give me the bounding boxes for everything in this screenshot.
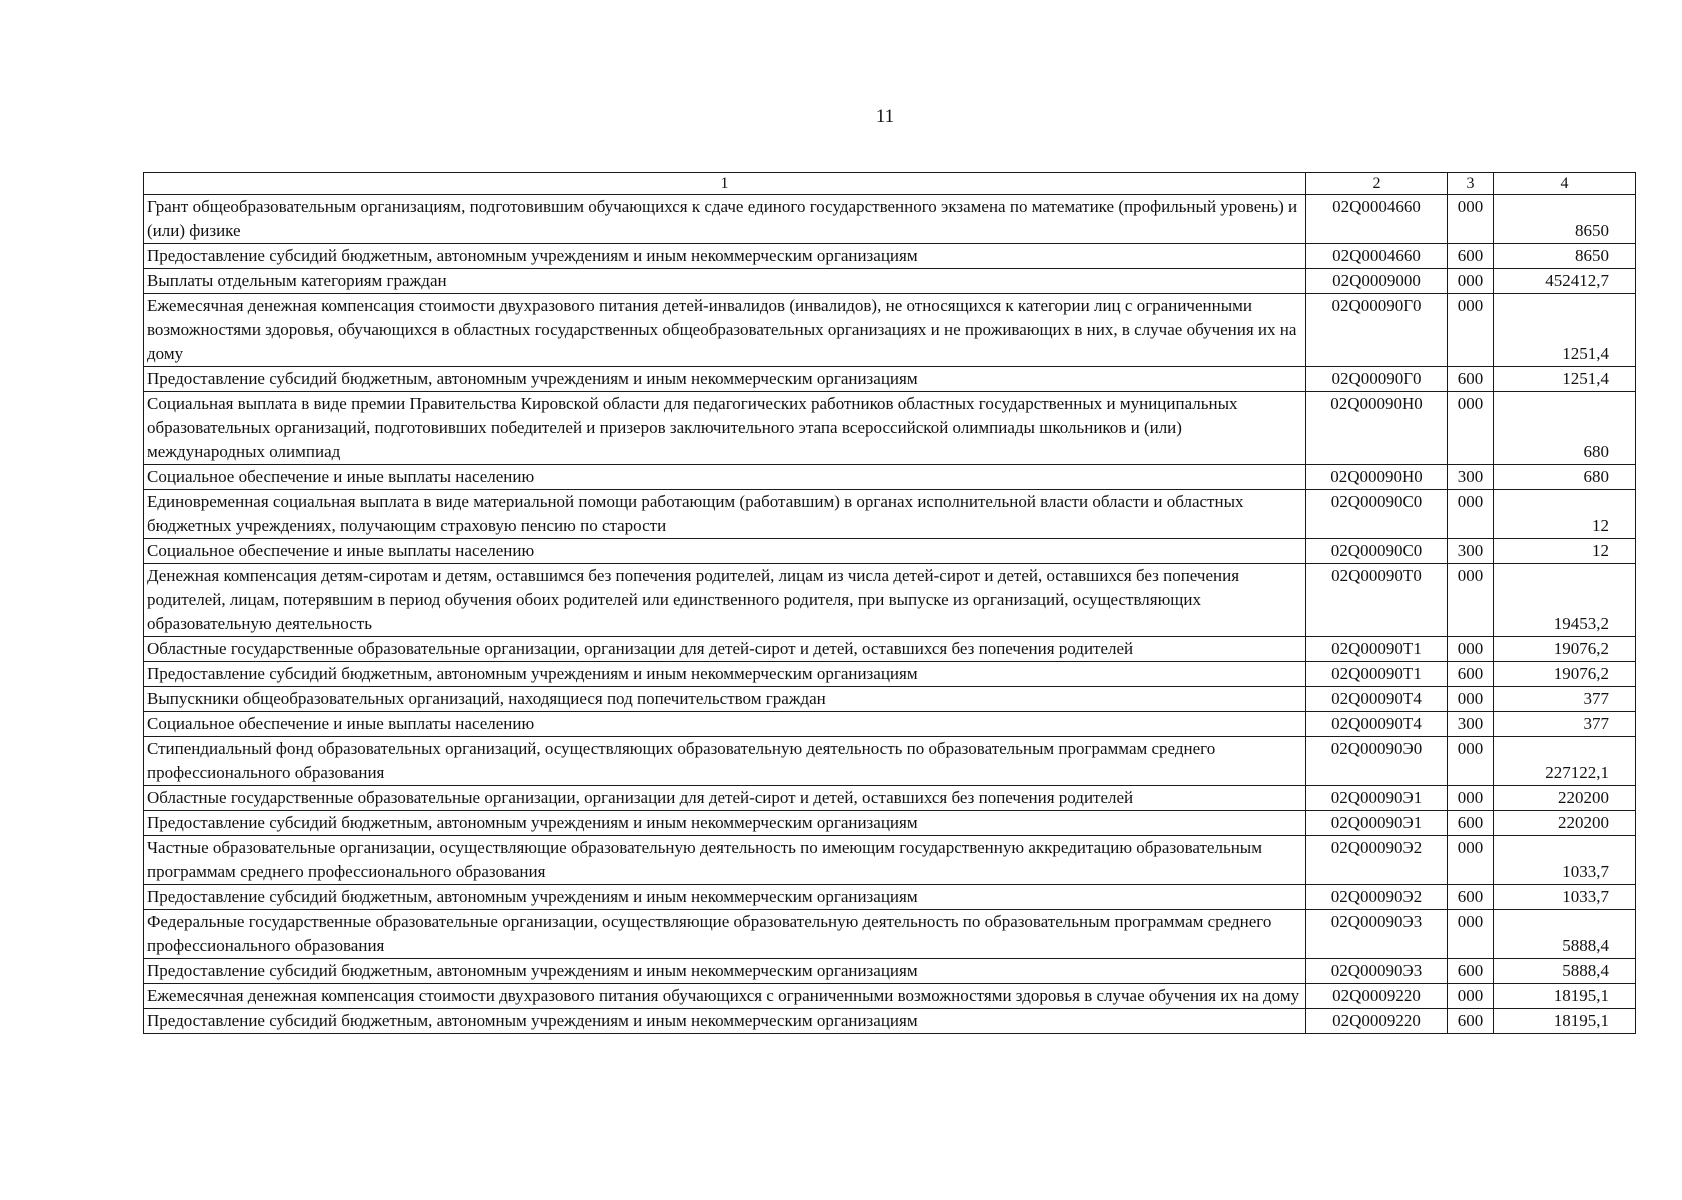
row-expense-type: 600 <box>1448 662 1494 687</box>
row-code: 02Q00090Н0 <box>1306 465 1448 490</box>
row-name: Предоставление субсидий бюджетным, автономным учреждениям и иным некоммерческим организациям <box>144 244 1306 269</box>
page-number: 11 <box>875 106 895 127</box>
row-code: 02Q00090Г0 <box>1306 367 1448 392</box>
row-expense-type: 000 <box>1448 269 1494 294</box>
row-name: Предоставление субсидий бюджетным, автономным учреждениям и иным некоммерческим организациям <box>144 367 1306 392</box>
row-name: Денежная компенсация детям-сиротам и детям, оставшимся без попечения родителей, лицам из числа детей-сирот и детей, оставшихся без попечения родителей, лицам, потерявшим в период обучения обоих родителей или единственного родителя, при выпуске из организаций, осуществляющих образовательную деятельность <box>144 564 1306 637</box>
row-expense-type: 600 <box>1448 885 1494 910</box>
table-row <box>144 910 1636 959</box>
row-expense-type: 000 <box>1448 294 1494 367</box>
table-row <box>144 392 1636 465</box>
row-amount: 1033,7 <box>1494 836 1636 885</box>
row-amount: 1033,7 <box>1494 885 1636 910</box>
table-header <box>144 173 1636 195</box>
row-name: Областные государственные образовательные организации, организации для детей-сирот и детей, оставшихся без попечения родителей <box>144 786 1306 811</box>
row-code: 02Q00090Э3 <box>1306 910 1448 959</box>
row-name: Выплаты отдельным категориям граждан <box>144 269 1306 294</box>
row-code: 02Q00090Э1 <box>1306 786 1448 811</box>
row-amount: 18195,1 <box>1494 1009 1636 1034</box>
row-name: Федеральные государственные образовательные организации, осуществляющие образовательную деятельность по образовательным программам среднего профессионального образования <box>144 910 1306 959</box>
row-code: 02Q00090Т4 <box>1306 712 1448 737</box>
row-amount: 19076,2 <box>1494 662 1636 687</box>
table-row <box>144 786 1636 811</box>
table-row <box>144 539 1636 564</box>
row-amount: 680 <box>1494 465 1636 490</box>
table-row <box>144 244 1636 269</box>
row-code: 02Q0009220 <box>1306 1009 1448 1034</box>
row-code: 02Q00090С0 <box>1306 539 1448 564</box>
row-code: 02Q00090Г0 <box>1306 294 1448 367</box>
table-row <box>144 984 1636 1009</box>
row-name: Единовременная социальная выплата в виде материальной помощи работающим (работавшим) в органах исполнительной власти области и областных бюджетных учреждениях, получающим страховую пенсию по старости <box>144 490 1306 539</box>
header-col-4: 4 <box>1494 173 1636 195</box>
row-expense-type: 000 <box>1448 637 1494 662</box>
row-expense-type: 000 <box>1448 392 1494 465</box>
row-name: Предоставление субсидий бюджетным, автономным учреждениям и иным некоммерческим организациям <box>144 811 1306 836</box>
row-expense-type: 600 <box>1448 244 1494 269</box>
row-amount: 19453,2 <box>1494 564 1636 637</box>
row-expense-type: 300 <box>1448 539 1494 564</box>
table-body <box>144 195 1636 1034</box>
header-col-2: 2 <box>1306 173 1448 195</box>
row-name: Выпускники общеобразовательных организаций, находящиеся под попечительством граждан <box>144 687 1306 712</box>
table-row <box>144 712 1636 737</box>
table-row <box>144 269 1636 294</box>
row-amount: 12 <box>1494 490 1636 539</box>
header-col-1: 1 <box>144 173 1306 195</box>
table-row <box>144 737 1636 786</box>
row-name: Предоставление субсидий бюджетным, автономным учреждениям и иным некоммерческим организациям <box>144 662 1306 687</box>
table-row <box>144 637 1636 662</box>
row-expense-type: 600 <box>1448 1009 1494 1034</box>
row-name: Социальная выплата в виде премии Правительства Кировской области для педагогических работников областных государственных и муниципальных образовательных организаций, подготовивших победителей и призеров заключительного этапа всероссийской олимпиады школьников и (или) международных олимпиад <box>144 392 1306 465</box>
row-name: Социальное обеспечение и иные выплаты населению <box>144 539 1306 564</box>
row-name: Ежемесячная денежная компенсация стоимости двухразового питания детей-инвалидов (инвалидов), не относящихся к категории лиц с ограниченными возможностями здоровья, обучающихся в областных государственных общеобразовательных организациях и не проживающих в них, в случае обучения их на дому <box>144 294 1306 367</box>
row-amount: 377 <box>1494 712 1636 737</box>
row-name: Частные образовательные организации, осуществляющие образовательную деятельность по имеющим государственную аккредитацию образовательным программам среднего профессионального образования <box>144 836 1306 885</box>
row-expense-type: 000 <box>1448 836 1494 885</box>
row-code: 02Q00090Т0 <box>1306 564 1448 637</box>
row-expense-type: 000 <box>1448 786 1494 811</box>
row-name: Предоставление субсидий бюджетным, автономным учреждениям и иным некоммерческим организациям <box>144 885 1306 910</box>
row-expense-type: 000 <box>1448 737 1494 786</box>
row-name: Стипендиальный фонд образовательных организаций, осуществляющих образовательную деятельность по образовательным программам среднего профессионального образования <box>144 737 1306 786</box>
row-amount: 452412,7 <box>1494 269 1636 294</box>
row-expense-type: 300 <box>1448 712 1494 737</box>
row-amount: 1251,4 <box>1494 367 1636 392</box>
row-expense-type: 000 <box>1448 490 1494 539</box>
row-name: Областные государственные образовательные организации, организации для детей-сирот и детей, оставшихся без попечения родителей <box>144 637 1306 662</box>
row-code: 02Q00090Н0 <box>1306 392 1448 465</box>
row-code: 02Q0004660 <box>1306 195 1448 244</box>
row-expense-type: 000 <box>1448 984 1494 1009</box>
row-code: 02Q00090Э2 <box>1306 885 1448 910</box>
table-row <box>144 687 1636 712</box>
row-amount: 220200 <box>1494 786 1636 811</box>
row-amount: 12 <box>1494 539 1636 564</box>
row-expense-type: 000 <box>1448 564 1494 637</box>
header-row <box>144 173 1636 195</box>
row-code: 02Q0004660 <box>1306 244 1448 269</box>
row-name: Предоставление субсидий бюджетным, автономным учреждениям и иным некоммерческим организациям <box>144 959 1306 984</box>
row-name: Предоставление субсидий бюджетным, автономным учреждениям и иным некоммерческим организациям <box>144 1009 1306 1034</box>
table-row <box>144 195 1636 244</box>
table-row <box>144 959 1636 984</box>
table-row <box>144 490 1636 539</box>
table-row <box>144 465 1636 490</box>
row-expense-type: 600 <box>1448 811 1494 836</box>
row-amount: 227122,1 <box>1494 737 1636 786</box>
row-amount: 19076,2 <box>1494 637 1636 662</box>
table-row <box>144 367 1636 392</box>
table-row <box>144 662 1636 687</box>
row-expense-type: 600 <box>1448 959 1494 984</box>
row-code: 02Q00090Э0 <box>1306 737 1448 786</box>
row-name: Ежемесячная денежная компенсация стоимости двухразового питания обучающихся с ограниченными возможностями здоровья в случае обучения их на дому <box>144 984 1306 1009</box>
row-code: 02Q00090С0 <box>1306 490 1448 539</box>
table-row <box>144 811 1636 836</box>
row-code: 02Q00090Т1 <box>1306 662 1448 687</box>
row-amount: 1251,4 <box>1494 294 1636 367</box>
row-amount: 18195,1 <box>1494 984 1636 1009</box>
row-code: 02Q00090Т4 <box>1306 687 1448 712</box>
row-name: Социальное обеспечение и иные выплаты населению <box>144 465 1306 490</box>
table-row <box>144 836 1636 885</box>
table-row <box>144 564 1636 637</box>
row-code: 02Q0009000 <box>1306 269 1448 294</box>
row-amount: 8650 <box>1494 244 1636 269</box>
row-expense-type: 600 <box>1448 367 1494 392</box>
row-expense-type: 000 <box>1448 910 1494 959</box>
row-amount: 680 <box>1494 392 1636 465</box>
row-name: Грант общеобразовательным организациям, подготовившим обучающихся к сдаче единого государственного экзамена по математике (профильный уровень) и (или) физике <box>144 195 1306 244</box>
budget-table <box>143 172 1636 1034</box>
row-expense-type: 300 <box>1448 465 1494 490</box>
row-amount: 5888,4 <box>1494 959 1636 984</box>
row-expense-type: 000 <box>1448 687 1494 712</box>
table-row <box>144 1009 1636 1034</box>
row-code: 02Q00090Э3 <box>1306 959 1448 984</box>
header-col-3: 3 <box>1448 173 1494 195</box>
row-amount: 220200 <box>1494 811 1636 836</box>
row-amount: 377 <box>1494 687 1636 712</box>
row-amount: 5888,4 <box>1494 910 1636 959</box>
table-row <box>144 294 1636 367</box>
row-code: 02Q00090Э1 <box>1306 811 1448 836</box>
row-code: 02Q00090Т1 <box>1306 637 1448 662</box>
row-code: 02Q00090Э2 <box>1306 836 1448 885</box>
table-row <box>144 885 1636 910</box>
row-code: 02Q0009220 <box>1306 984 1448 1009</box>
row-expense-type: 000 <box>1448 195 1494 244</box>
row-amount: 8650 <box>1494 195 1636 244</box>
row-name: Социальное обеспечение и иные выплаты населению <box>144 712 1306 737</box>
